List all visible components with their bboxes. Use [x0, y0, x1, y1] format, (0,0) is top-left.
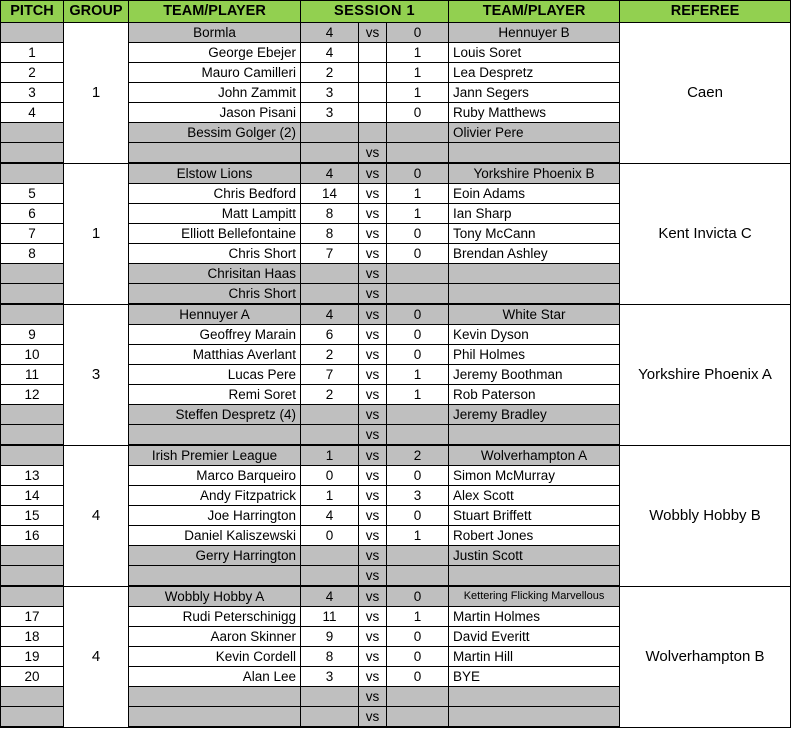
referee-team: Caen	[620, 23, 791, 164]
player-vs: vs	[359, 405, 387, 425]
player-right-name	[449, 707, 620, 728]
player-score-left: 7	[301, 244, 359, 264]
player-right-name: Stuart Briffett	[449, 506, 620, 526]
group-number: 3	[64, 304, 129, 445]
pitch-number: 19	[1, 647, 64, 667]
player-left-name: Matthias Averlant	[129, 345, 301, 365]
pitch-number: 20	[1, 667, 64, 687]
player-vs: vs	[359, 526, 387, 546]
player-vs: vs	[359, 184, 387, 204]
pitch-number: 9	[1, 325, 64, 345]
header-team-player-left: TEAM/PLAYER	[129, 1, 301, 23]
player-left-name	[129, 425, 301, 446]
player-left-name: Jason Pisani	[129, 103, 301, 123]
team-score-left: 4	[301, 23, 359, 43]
pitch-number: 8	[1, 244, 64, 264]
player-left-name: Matt Lampitt	[129, 204, 301, 224]
player-right-name	[449, 566, 620, 587]
team-left-name: Wobbly Hobby A	[129, 586, 301, 607]
pitch-number: 13	[1, 466, 64, 486]
team-score-right: 2	[387, 445, 449, 466]
team-score-left: 4	[301, 586, 359, 607]
team-match-row	[1, 586, 791, 607]
player-left-name	[129, 687, 301, 707]
player-score-right: 1	[387, 43, 449, 63]
player-right-name: Lea Despretz	[449, 63, 620, 83]
player-vs	[359, 43, 387, 63]
team-score-left: 4	[301, 304, 359, 325]
player-vs	[359, 83, 387, 103]
pitch-cell	[1, 586, 64, 607]
team-left-name: Bormla	[129, 23, 301, 43]
player-vs: vs	[359, 466, 387, 486]
player-score-left: 7	[301, 365, 359, 385]
team-right-name: Yorkshire Phoenix B	[449, 163, 620, 184]
player-score-right: 0	[387, 647, 449, 667]
player-vs: vs	[359, 224, 387, 244]
header-group: GROUP	[64, 1, 129, 23]
player-right-name: Brendan Ashley	[449, 244, 620, 264]
group-number: 1	[64, 23, 129, 164]
player-vs: vs	[359, 365, 387, 385]
player-score-left: 8	[301, 647, 359, 667]
player-score-right: 3	[387, 486, 449, 506]
player-score-right: 1	[387, 365, 449, 385]
player-score-left	[301, 123, 359, 143]
player-vs: vs	[359, 607, 387, 627]
player-right-name: Louis Soret	[449, 43, 620, 63]
player-score-left: 3	[301, 103, 359, 123]
player-score-left: 0	[301, 466, 359, 486]
player-score-right: 1	[387, 607, 449, 627]
player-vs: vs	[359, 506, 387, 526]
player-score-left: 4	[301, 506, 359, 526]
referee-team: Kent Invicta C	[620, 163, 791, 304]
player-left-name: Joe Harrington	[129, 506, 301, 526]
player-vs: vs	[359, 627, 387, 647]
team-vs: vs	[359, 23, 387, 43]
player-right-name	[449, 284, 620, 305]
pitch-number	[1, 143, 64, 164]
player-vs: vs	[359, 425, 387, 446]
player-score-right	[387, 284, 449, 305]
player-score-right	[387, 707, 449, 728]
player-score-left: 14	[301, 184, 359, 204]
header-session: SESSION 1	[301, 1, 449, 23]
player-score-right: 0	[387, 103, 449, 123]
team-right-name: Kettering Flicking Marvellous	[449, 586, 620, 607]
player-score-left	[301, 687, 359, 707]
player-score-right: 1	[387, 204, 449, 224]
referee-team: Yorkshire Phoenix A	[620, 304, 791, 445]
player-score-right	[387, 405, 449, 425]
pitch-number: 11	[1, 365, 64, 385]
player-score-right: 0	[387, 466, 449, 486]
player-score-left: 3	[301, 667, 359, 687]
pitch-number: 6	[1, 204, 64, 224]
player-left-name: Rudi Peterschinigg	[129, 607, 301, 627]
player-score-right	[387, 687, 449, 707]
pitch-cell	[1, 304, 64, 325]
player-score-left: 3	[301, 83, 359, 103]
player-score-right: 1	[387, 526, 449, 546]
pitch-cell	[1, 163, 64, 184]
pitch-number: 1	[1, 43, 64, 63]
team-left-name: Elstow Lions	[129, 163, 301, 184]
pitch-number: 2	[1, 63, 64, 83]
player-left-name: Remi Soret	[129, 385, 301, 405]
player-left-name: Mauro Camilleri	[129, 63, 301, 83]
player-vs: vs	[359, 647, 387, 667]
player-score-left: 4	[301, 43, 359, 63]
player-vs	[359, 123, 387, 143]
pitch-number: 5	[1, 184, 64, 204]
player-left-name: Steffen Despretz (4)	[129, 405, 301, 425]
player-score-left: 0	[301, 526, 359, 546]
player-score-right: 1	[387, 385, 449, 405]
player-score-right: 0	[387, 325, 449, 345]
player-right-name: Simon McMurray	[449, 466, 620, 486]
player-left-name: Chris Short	[129, 284, 301, 305]
pitch-number	[1, 546, 64, 566]
player-score-left: 1	[301, 486, 359, 506]
team-match-row	[1, 23, 791, 43]
player-left-name: Bessim Golger (2)	[129, 123, 301, 143]
player-left-name: Chris Short	[129, 244, 301, 264]
pitch-number	[1, 405, 64, 425]
player-right-name: Jann Segers	[449, 83, 620, 103]
schedule-body	[1, 23, 791, 728]
player-score-right	[387, 143, 449, 164]
player-score-left: 2	[301, 345, 359, 365]
referee-team: Wolverhampton B	[620, 586, 791, 727]
player-vs: vs	[359, 264, 387, 284]
player-right-name: Alex Scott	[449, 486, 620, 506]
player-left-name: John Zammit	[129, 83, 301, 103]
player-left-name: George Ebejer	[129, 43, 301, 63]
pitch-number: 16	[1, 526, 64, 546]
pitch-number	[1, 707, 64, 728]
pitch-number: 15	[1, 506, 64, 526]
player-score-left: 8	[301, 204, 359, 224]
player-score-left	[301, 264, 359, 284]
pitch-number: 4	[1, 103, 64, 123]
header-row	[1, 1, 791, 23]
pitch-number	[1, 687, 64, 707]
player-score-left: 9	[301, 627, 359, 647]
player-left-name: Marco Barqueiro	[129, 466, 301, 486]
player-score-right: 0	[387, 244, 449, 264]
team-vs: vs	[359, 445, 387, 466]
team-right-name: Wolverhampton A	[449, 445, 620, 466]
team-vs: vs	[359, 163, 387, 184]
player-score-left	[301, 546, 359, 566]
player-vs: vs	[359, 345, 387, 365]
player-left-name: Lucas Pere	[129, 365, 301, 385]
player-score-right: 1	[387, 83, 449, 103]
player-vs: vs	[359, 325, 387, 345]
team-left-name: Irish Premier League	[129, 445, 301, 466]
player-score-right: 0	[387, 667, 449, 687]
player-vs: vs	[359, 687, 387, 707]
team-score-right: 0	[387, 163, 449, 184]
player-vs: vs	[359, 566, 387, 587]
player-right-name: Ian Sharp	[449, 204, 620, 224]
player-score-left: 2	[301, 63, 359, 83]
team-match-row	[1, 304, 791, 325]
player-right-name: Phil Holmes	[449, 345, 620, 365]
player-score-right: 0	[387, 345, 449, 365]
team-match-row	[1, 163, 791, 184]
player-right-name	[449, 687, 620, 707]
referee-team: Wobbly Hobby B	[620, 445, 791, 586]
player-score-right	[387, 264, 449, 284]
pitch-number	[1, 264, 64, 284]
player-right-name: Martin Hill	[449, 647, 620, 667]
player-score-right	[387, 546, 449, 566]
player-vs: vs	[359, 284, 387, 305]
team-left-name: Hennuyer A	[129, 304, 301, 325]
player-left-name: Andy Fitzpatrick	[129, 486, 301, 506]
header-pitch: PITCH	[1, 1, 64, 23]
player-left-name: Chrisitan Haas	[129, 264, 301, 284]
team-score-right: 0	[387, 586, 449, 607]
player-score-left: 11	[301, 607, 359, 627]
player-score-left	[301, 707, 359, 728]
player-right-name: Rob Paterson	[449, 385, 620, 405]
pitch-number	[1, 284, 64, 305]
pitch-number: 7	[1, 224, 64, 244]
pitch-number: 12	[1, 385, 64, 405]
player-score-left	[301, 284, 359, 305]
player-left-name: Elliott Bellefontaine	[129, 224, 301, 244]
header-team-player-right: TEAM/PLAYER	[449, 1, 620, 23]
pitch-number: 10	[1, 345, 64, 365]
pitch-number: 3	[1, 83, 64, 103]
pitch-number: 14	[1, 486, 64, 506]
player-right-name: Olivier Pere	[449, 123, 620, 143]
player-right-name: Eoin Adams	[449, 184, 620, 204]
pitch-cell	[1, 445, 64, 466]
pitch-number: 17	[1, 607, 64, 627]
pitch-number	[1, 425, 64, 446]
pitch-number	[1, 123, 64, 143]
pitch-cell	[1, 23, 64, 43]
player-vs: vs	[359, 667, 387, 687]
player-vs: vs	[359, 546, 387, 566]
player-score-right	[387, 566, 449, 587]
player-vs: vs	[359, 486, 387, 506]
player-vs: vs	[359, 707, 387, 728]
player-right-name: Martin Holmes	[449, 607, 620, 627]
team-right-name: Hennuyer B	[449, 23, 620, 43]
player-left-name: Gerry Harrington	[129, 546, 301, 566]
player-left-name: Geoffrey Marain	[129, 325, 301, 345]
group-number: 4	[64, 586, 129, 727]
player-right-name: Kevin Dyson	[449, 325, 620, 345]
player-vs: vs	[359, 244, 387, 264]
player-vs: vs	[359, 204, 387, 224]
player-right-name	[449, 143, 620, 164]
team-score-left: 1	[301, 445, 359, 466]
pitch-number: 18	[1, 627, 64, 647]
group-number: 1	[64, 163, 129, 304]
player-right-name: Jeremy Boothman	[449, 365, 620, 385]
group-number: 4	[64, 445, 129, 586]
team-score-left: 4	[301, 163, 359, 184]
player-left-name: Alan Lee	[129, 667, 301, 687]
player-score-left	[301, 405, 359, 425]
player-right-name: Justin Scott	[449, 546, 620, 566]
team-score-right: 0	[387, 23, 449, 43]
player-score-left	[301, 566, 359, 587]
team-vs: vs	[359, 304, 387, 325]
player-score-left: 2	[301, 385, 359, 405]
player-vs: vs	[359, 385, 387, 405]
player-right-name: Ruby Matthews	[449, 103, 620, 123]
player-score-right: 0	[387, 506, 449, 526]
player-score-right	[387, 123, 449, 143]
player-score-right: 1	[387, 63, 449, 83]
player-score-right: 0	[387, 627, 449, 647]
player-left-name: Daniel Kaliszewski	[129, 526, 301, 546]
player-score-right: 0	[387, 224, 449, 244]
player-right-name: Robert Jones	[449, 526, 620, 546]
player-score-left: 6	[301, 325, 359, 345]
player-left-name	[129, 707, 301, 728]
player-score-left	[301, 143, 359, 164]
player-right-name: Tony McCann	[449, 224, 620, 244]
player-score-left	[301, 425, 359, 446]
player-score-right: 1	[387, 184, 449, 204]
team-score-right: 0	[387, 304, 449, 325]
player-right-name	[449, 425, 620, 446]
player-right-name: Jeremy Bradley	[449, 405, 620, 425]
player-left-name: Aaron Skinner	[129, 627, 301, 647]
player-vs	[359, 63, 387, 83]
player-score-right	[387, 425, 449, 446]
player-score-left: 8	[301, 224, 359, 244]
player-vs	[359, 103, 387, 123]
player-left-name: Chris Bedford	[129, 184, 301, 204]
header-referee: REFEREE	[620, 1, 791, 23]
team-vs: vs	[359, 586, 387, 607]
player-left-name: Kevin Cordell	[129, 647, 301, 667]
player-left-name	[129, 143, 301, 164]
player-right-name	[449, 264, 620, 284]
player-right-name: BYE	[449, 667, 620, 687]
team-match-row	[1, 445, 791, 466]
player-left-name	[129, 566, 301, 587]
team-right-name: White Star	[449, 304, 620, 325]
player-vs: vs	[359, 143, 387, 164]
pitch-number	[1, 566, 64, 587]
player-right-name: David Everitt	[449, 627, 620, 647]
